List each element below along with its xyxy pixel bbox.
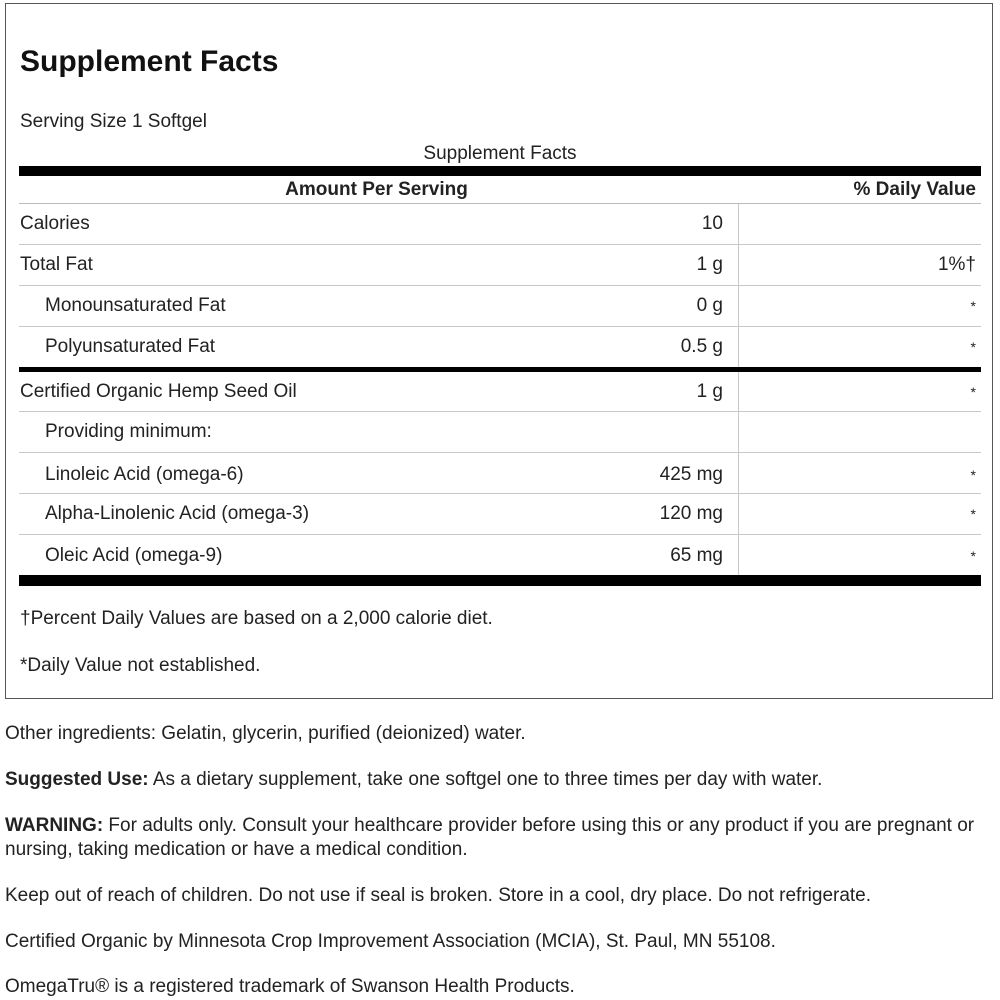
nutrient-daily-value: * [970, 467, 976, 483]
table-row [19, 204, 981, 245]
header-amount-per-serving: Amount Per Serving [285, 179, 468, 200]
not-established-footnote: *Daily Value not established. [20, 655, 261, 676]
nutrient-daily-value: * [970, 384, 976, 400]
warning-text: For adults only. Consult your healthcare provider before using this or any product if you are pregnant or nursing, taking medication or have a medical condition. [5, 815, 975, 860]
nutrient-daily-value: * [970, 339, 976, 355]
nutrient-amount: 0.5 g [680, 336, 723, 357]
nutrient-name: Certified Organic Hemp Seed Oil [20, 381, 297, 402]
nutrient-amount: 10 [701, 213, 723, 234]
column-divider [738, 204, 739, 367]
table-row [19, 371, 981, 412]
table-row [19, 286, 981, 327]
nutrient-name: Oleic Acid (omega-9) [45, 545, 223, 566]
nutrient-name: Polyunsaturated Fat [45, 336, 216, 357]
table-row [19, 327, 981, 367]
nutrient-daily-value: * [970, 298, 976, 314]
nutrient-daily-value: 1%† [937, 254, 976, 275]
supplement-facts-panel [5, 3, 993, 699]
daily-value-footnote: †Percent Daily Values are based on a 2,000 calorie diet. [20, 608, 493, 629]
table-row [19, 453, 981, 494]
nutrient-name: Monounsaturated Fat [45, 295, 226, 316]
nutrient-name: Total Fat [20, 254, 93, 275]
nutrient-amount: 1 g [696, 381, 723, 402]
warning-label: WARNING: [5, 815, 104, 836]
table-caption: Supplement Facts [423, 143, 577, 164]
nutrient-amount: 1 g [696, 254, 723, 275]
nutrient-daily-value: * [970, 506, 976, 522]
nutrient-name: Alpha-Linolenic Acid (omega-3) [45, 503, 310, 524]
nutrient-amount: 65 mg [670, 545, 723, 566]
thick-divider-top [19, 166, 981, 176]
other-ingredients: Other ingredients: Gelatin, glycerin, purified (deionized) water. [5, 723, 526, 744]
table-row [19, 535, 981, 575]
thick-divider-bottom [19, 575, 981, 586]
suggested-use-label: Suggested Use: [5, 769, 149, 790]
table-header [19, 176, 981, 204]
column-divider [738, 372, 739, 575]
table-row [19, 494, 981, 535]
serving-size: Serving Size 1 Softgel [20, 111, 207, 132]
nutrient-amount: 0 g [696, 295, 723, 316]
facts-title: Supplement Facts [20, 45, 279, 78]
table-row [19, 412, 981, 453]
warning [5, 814, 985, 862]
storage-instructions: Keep out of reach of children. Do not use if seal is broken. Store in a cool, dry place. Do not refrigerate. [5, 885, 872, 906]
suggested-use [5, 768, 985, 792]
nutrient-name: Calories [20, 213, 90, 234]
nutrient-amount: 120 mg [659, 503, 723, 524]
table-row [19, 245, 981, 286]
nutrient-name: Linoleic Acid (omega-6) [45, 464, 244, 485]
nutrient-daily-value: * [970, 548, 976, 564]
organic-certification: Certified Organic by Minnesota Crop Improvement Association (MCIA), St. Paul, MN 55108. [5, 931, 776, 952]
header-daily-value: % Daily Value [853, 179, 976, 200]
suggested-use-text: As a dietary supplement, take one softgel one to three times per day with water. [148, 769, 823, 790]
nutrient-amount: 425 mg [659, 464, 723, 485]
trademark-notice: OmegaTru® is a registered trademark of Swanson Health Products. [5, 976, 575, 997]
nutrient-name: Providing minimum: [45, 421, 212, 442]
